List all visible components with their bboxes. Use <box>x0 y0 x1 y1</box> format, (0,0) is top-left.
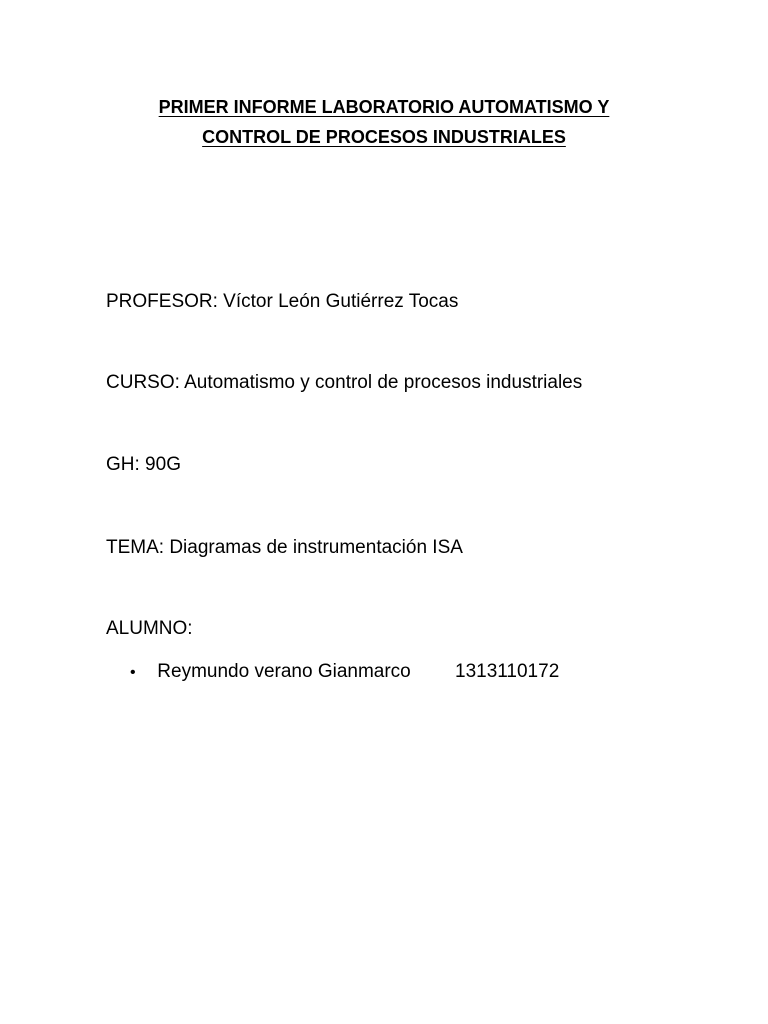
curso-field: CURSO: Automatismo y control de procesos industriales <box>106 372 583 393</box>
gh-field: GH: 90G <box>106 454 181 475</box>
title-line-2: CONTROL DE PROCESOS INDUSTRIALES <box>202 127 566 147</box>
document-title <box>0 92 768 152</box>
bullet-icon: • <box>130 664 136 681</box>
title-line-1: PRIMER INFORME LABORATORIO AUTOMATISMO Y <box>158 97 610 117</box>
student-list-item <box>130 660 560 685</box>
student-name: Reymundo verano Gianmarco <box>157 661 411 682</box>
profesor-field: PROFESOR: Víctor León Gutiérrez Tocas <box>106 291 459 312</box>
alumno-label: ALUMNO: <box>106 618 193 639</box>
tema-field: TEMA: Diagramas de instrumentación ISA <box>106 537 463 558</box>
student-code: 1313110172 <box>455 661 560 682</box>
